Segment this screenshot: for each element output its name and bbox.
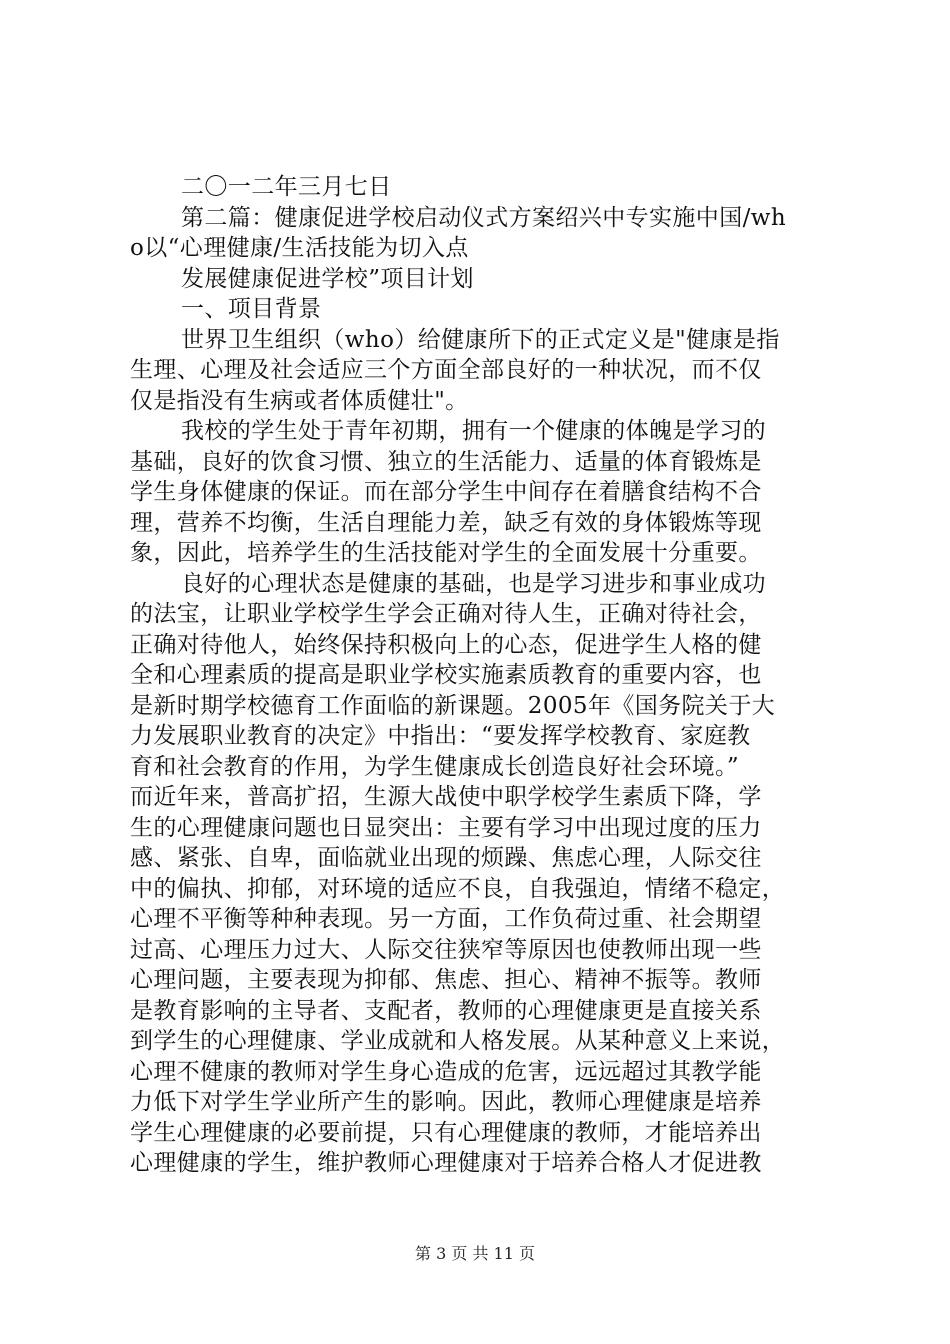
text-line: 理，营养不均衡，生活自理能力差，缺乏有效的身体锻炼等现 <box>130 509 762 536</box>
text-line: 心理问题，主要表现为抑郁、焦虑、担心、精神不振等。教师 <box>130 967 762 993</box>
document-body <box>130 172 830 1179</box>
text-line: o以“心理健康/生活技能为切入点 <box>130 235 469 261</box>
text-line: 一、项目背景 <box>181 296 322 322</box>
text-line: 中的偏执、抑郁，对环境的适应不良，自我强迫，情绪不稳定， <box>130 875 786 902</box>
text-line: 生理、心理及社会适应三个方面全部良好的一种状况，而不仅 <box>130 357 762 383</box>
text-line: 心理不健康的教师对学生身心造成的危害，远远超过其教学能 <box>130 1058 762 1085</box>
text-line: 我校的学生处于青年初期，拥有一个健康的体魄是学习的 <box>181 418 766 444</box>
text-line: 发展健康促进学校”项目计划 <box>181 265 474 292</box>
text-line: 良好的心理状态是健康的基础，也是学习进步和事业成功 <box>181 570 766 597</box>
text-line: 基础，良好的饮食习惯、独立的生活能力、适量的体育锻炼是 <box>130 448 762 475</box>
text-line: 学生身体健康的保证。而在部分学生中间存在着膳食结构不合 <box>130 479 762 505</box>
text-line: 到学生的心理健康、学业成就和人格发展。从某种意义上来说， <box>130 1028 786 1054</box>
text-line: 心理健康的学生，维护教师心理健康对于培养合格人才促进教 <box>130 1150 762 1176</box>
text-line: 力发展职业教育的决定》中指出：“要发挥学校教育、家庭教 <box>130 723 751 749</box>
text-line: 是新时期学校德育工作面临的新课题。2005年《国务院关于大 <box>130 692 776 719</box>
text-line: 力低下对学生学业所产生的影响。因此，教师心理健康是培养 <box>130 1089 762 1115</box>
text-line: 正确对待他人，始终保持积极向上的心态，促进学生人格的健 <box>130 631 762 658</box>
text-line: 第二篇：健康促进学校启动仪式方案绍兴中专实施中国/wh <box>181 204 787 231</box>
text-line: 感、紧张、自卑，面临就业出现的烦躁、焦虑心理，人际交往 <box>130 845 762 871</box>
text-line: 的法宝，让职业学校学生学会正确对待人生，正确对待社会， <box>130 601 762 627</box>
text-line: 学生心理健康的必要前提，只有心理健康的教师，才能培养出 <box>130 1119 762 1146</box>
text-line: 全和心理素质的提高是职业学校实施素质教育的重要内容，也 <box>130 662 762 688</box>
text-line: 心理不平衡等种种表现。另一方面，工作负荷过重、社会期望 <box>130 906 762 932</box>
text-line: 生的心理健康问题也日显突出：主要有学习中出现过度的压力 <box>130 814 762 841</box>
text-line: 过高、心理压力过大、人际交往狭窄等原因也使教师出现一些 <box>130 936 762 963</box>
text-line: 二〇一二年三月七日 <box>181 174 392 200</box>
text-line: 世界卫生组织（who）给健康所下的正式定义是"健康是指 <box>181 326 780 353</box>
text-line: 育和社会教育的作用，为学生健康成长创造良好社会环境。” <box>130 753 740 780</box>
text-line: 是教育影响的主导者、支配者，教师的心理健康更是直接关系 <box>130 997 762 1024</box>
page-footer: 第 3 页 共 11 页 <box>415 1244 535 1263</box>
text-line: 象，因此，培养学生的生活技能对学生的全面发展十分重要。 <box>130 540 762 566</box>
text-line: 而近年来，普高扩招，生源大战使中职学校学生素质下降，学 <box>130 784 762 810</box>
text-line: 仅是指没有生病或者体质健壮"。 <box>130 387 469 414</box>
